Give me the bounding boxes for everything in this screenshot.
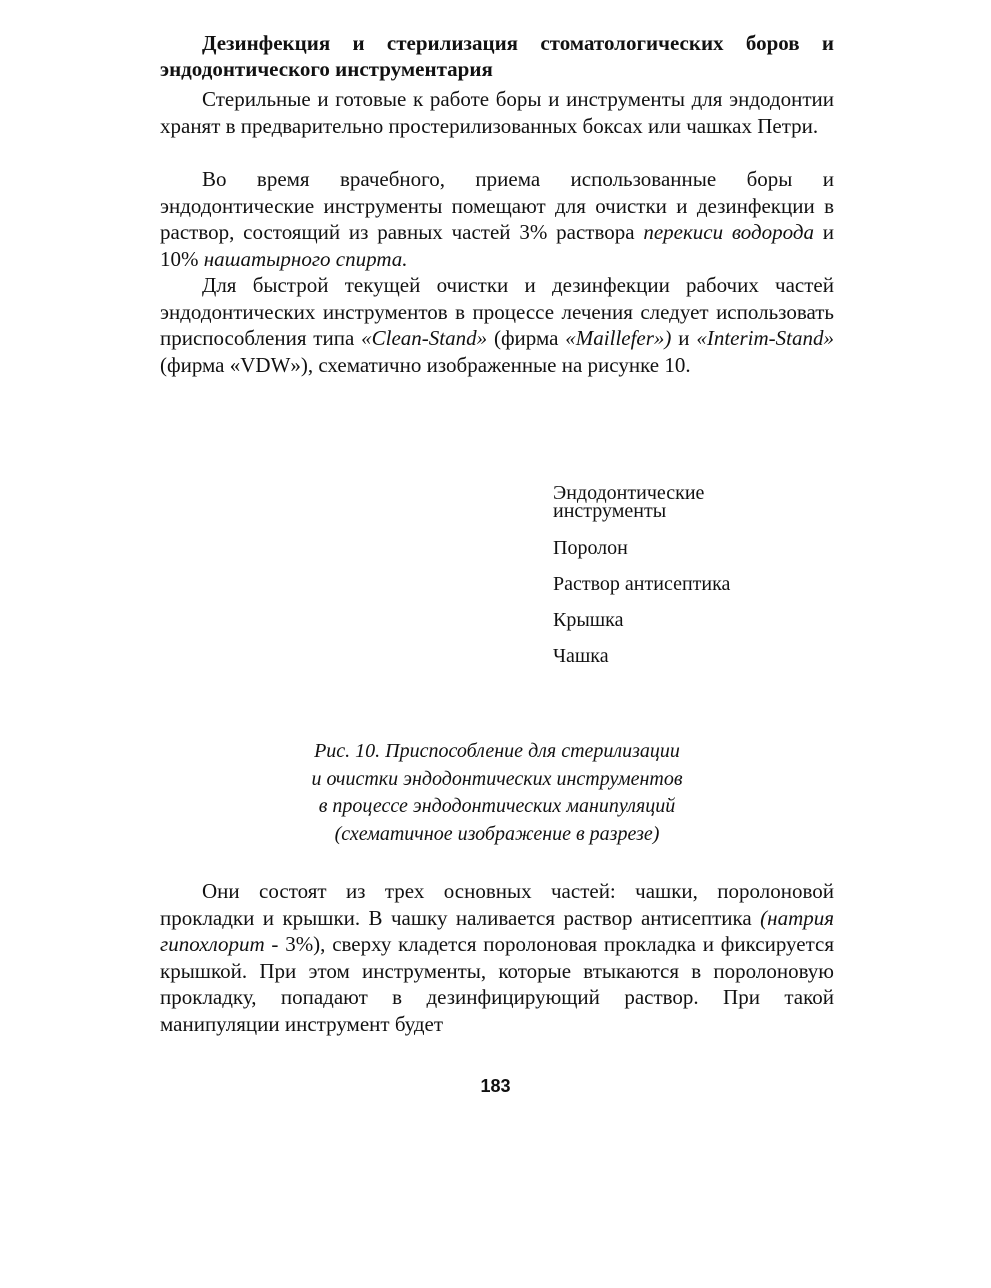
label-antiseptic: Раствор антисептика xyxy=(553,573,731,595)
text-run: (фирма «VDW»), схематично изображенные на рисунке 10. xyxy=(160,352,691,377)
italic-term: (натрия гипохлорит xyxy=(160,905,834,956)
page-number: 183 xyxy=(480,1076,511,1096)
caption-line: (схематичное изображение в разрезе) xyxy=(334,822,660,845)
section-heading: Дезинфекция и стерилизация стоматологических боров и эндодонтического инструментария xyxy=(160,31,834,81)
paragraph-text: Стерильные и готовые к работе боры и инструменты для эндодонтии хранят в предварительно простерилизованных боксах или чашках Петри. xyxy=(160,87,834,138)
text-run: - 3%), сверху кладется поролоновая прокладка и фиксируется крышкой. При этом инструменты, которые втыкаются в поролоновую прокладку, попадают в дезинфицирующий раствор. При такой манипуляции инструмент будет xyxy=(160,932,834,1036)
text-run: Для быстрой текущей очистки и дезинфекции рабочих частей эндодонтических инструментов в процессе лечения следует использовать приспособления типа xyxy=(160,273,834,350)
text-run: и xyxy=(671,326,697,350)
label-lid: Крышка xyxy=(553,609,624,631)
paragraph-storage xyxy=(160,86,834,139)
caption-line: Рис. 10. Приспособление для стерилизации xyxy=(314,740,680,762)
text-run: (фирма xyxy=(487,326,566,350)
label-cup: Чашка xyxy=(553,645,609,667)
text-run: и 10% xyxy=(160,220,834,271)
text-run: Во время врачебного, приема использованные боры и эндодонтические инструменты помещают для очистки и дезинфекции в раствор, состоящий из равных частей 3% раствора xyxy=(160,167,834,244)
italic-term: перекиси водорода xyxy=(643,220,814,244)
paragraph-cleaning xyxy=(160,166,834,272)
italic-term: «Interim-Stand» xyxy=(696,326,834,350)
caption-line: и очистки эндодонтических инструментов xyxy=(311,767,683,790)
paragraph-text xyxy=(160,272,834,378)
paragraph-text xyxy=(160,166,834,272)
italic-term: «Maillefer») xyxy=(565,326,672,350)
paragraph-devices xyxy=(160,272,834,378)
text-run: Они состоят из трех основных частей: чашки, поролоновой прокладки и крышки. В чашку наливается раствор антисептика xyxy=(160,879,834,930)
label-instruments: Эндодонтические инструменты xyxy=(553,482,705,522)
figure-caption xyxy=(160,738,834,848)
caption-line: в процессе эндодонтических манипуляций xyxy=(318,795,676,817)
paragraph-text xyxy=(160,878,834,1037)
italic-term: «Clean-Stand» xyxy=(361,326,488,350)
label-foam: Поролон xyxy=(553,537,628,559)
italic-term: нашатырного спирта. xyxy=(203,246,408,271)
paragraph-construction xyxy=(160,878,834,1037)
